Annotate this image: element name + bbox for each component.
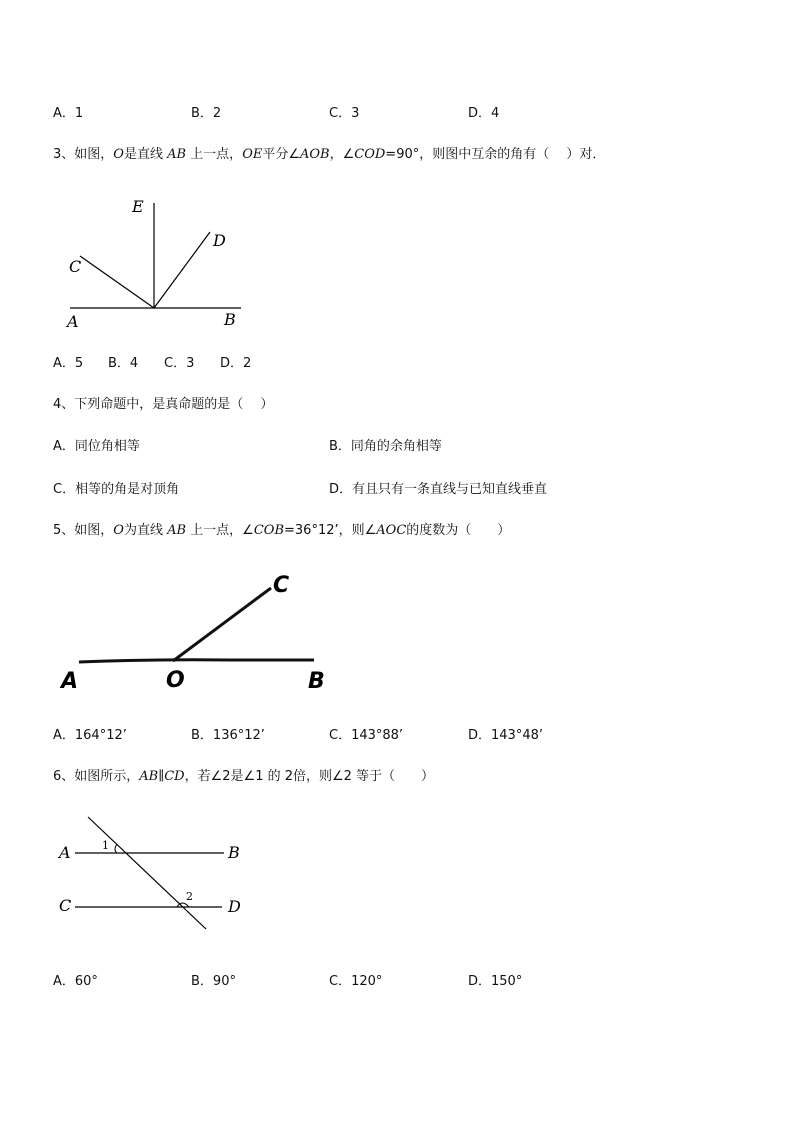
q3-stem-text: ，∠ xyxy=(329,147,355,162)
q5-option-c: C．143°88’ xyxy=(329,728,404,743)
q4-option-b: B．同角的余角相等 xyxy=(329,439,442,454)
q5-label-a: A xyxy=(61,669,79,694)
q6-angle-1-arc xyxy=(115,844,117,853)
q6-figure xyxy=(55,810,255,940)
q3-option-b: B．4 xyxy=(108,356,139,371)
q6-option-b: B．90° xyxy=(191,974,236,989)
q3-angle-aob: AOB xyxy=(300,147,330,162)
q5-figure xyxy=(55,560,345,700)
q6-option-d: D．150° xyxy=(468,974,523,989)
q3-label-a: A xyxy=(67,312,79,331)
q3-stem-text: 平分∠ xyxy=(262,147,300,162)
q6-label-c: C xyxy=(59,896,72,915)
q6-option-a: A．60° xyxy=(53,974,98,989)
q6-label-d: D xyxy=(228,897,241,916)
q3-option-c: C．3 xyxy=(164,356,195,371)
q2-option-c: C．3 xyxy=(329,106,360,121)
q4-stem: 4、下列命题中，是真命题的是（ ） xyxy=(53,397,274,412)
q6-stem-text: 6、如图所示， xyxy=(53,769,140,784)
q3-point-o: O xyxy=(113,147,124,162)
q2-option-d: D．4 xyxy=(468,106,500,121)
q5-point-o: O xyxy=(113,523,124,538)
q5-stem-text: =36°12’，则∠ xyxy=(284,523,377,538)
q5-angle-cob: COB xyxy=(253,523,285,538)
q3-figure xyxy=(60,190,260,340)
q3-ray-od-segment xyxy=(154,232,210,308)
q5-stem xyxy=(53,519,510,538)
q6-stem xyxy=(53,765,434,784)
q5-ray-oc-segment xyxy=(173,588,271,661)
q5-stem-text: 5、如图， xyxy=(53,523,114,538)
q6-label-b: B xyxy=(228,843,240,862)
q3-option-d: D．2 xyxy=(220,356,252,371)
q5-stem-text: 为直线 xyxy=(123,523,168,538)
q6-stem-text: ，若∠2是∠1 的 2倍，则∠2 等于（ ） xyxy=(184,769,435,784)
q3-angle-cod: COD xyxy=(354,147,386,162)
q5-option-b: B．136°12’ xyxy=(191,728,265,743)
q3-stem-text: =90°，则图中互余的角有（ ）对． xyxy=(385,147,606,162)
q5-line-ab-segment xyxy=(79,660,314,662)
q5-angle-aoc: AOC xyxy=(376,523,407,538)
q6-parallel-ab-cd: AB∥CD xyxy=(139,769,185,784)
q3-label-b: B xyxy=(224,310,236,329)
q5-label-b: B xyxy=(308,669,325,694)
q3-line-ab: AB xyxy=(167,147,187,162)
q3-stem-text: 上一点， xyxy=(186,147,243,162)
q6-label-angle-2: 2 xyxy=(186,890,193,903)
q3-ray-oe: OE xyxy=(242,147,263,162)
q2-option-b: B．2 xyxy=(191,106,222,121)
q3-stem xyxy=(53,143,605,162)
q5-option-d: D．143°48’ xyxy=(468,728,543,743)
q3-stem-text: 3、如图， xyxy=(53,147,114,162)
q6-label-a: A xyxy=(59,843,71,862)
q4-option-c: C．相等的角是对顶角 xyxy=(53,482,180,497)
q6-label-angle-1: 1 xyxy=(102,839,109,852)
q3-ray-oc-segment xyxy=(80,256,154,308)
q5-label-o: O xyxy=(166,668,185,693)
q5-label-c: C xyxy=(273,573,290,598)
q3-label-d: D xyxy=(213,231,226,250)
q3-option-a: A．5 xyxy=(53,356,84,371)
q4-option-d: D．有且只有一条直线与已知直线垂直 xyxy=(329,482,548,497)
q2-option-a: A．1 xyxy=(53,106,84,121)
q3-label-e: E xyxy=(132,197,144,216)
q6-option-c: C．120° xyxy=(329,974,383,989)
q3-stem-text: 是直线 xyxy=(123,147,168,162)
q4-option-a: A．同位角相等 xyxy=(53,439,140,454)
q5-option-a: A．164°12’ xyxy=(53,728,127,743)
q6-transversal xyxy=(88,817,206,929)
q5-stem-text: 上一点，∠ xyxy=(186,523,254,538)
q5-line-ab: AB xyxy=(167,523,187,538)
q5-stem-text: 的度数为（ ） xyxy=(406,523,511,538)
q3-label-c: C xyxy=(69,257,82,276)
